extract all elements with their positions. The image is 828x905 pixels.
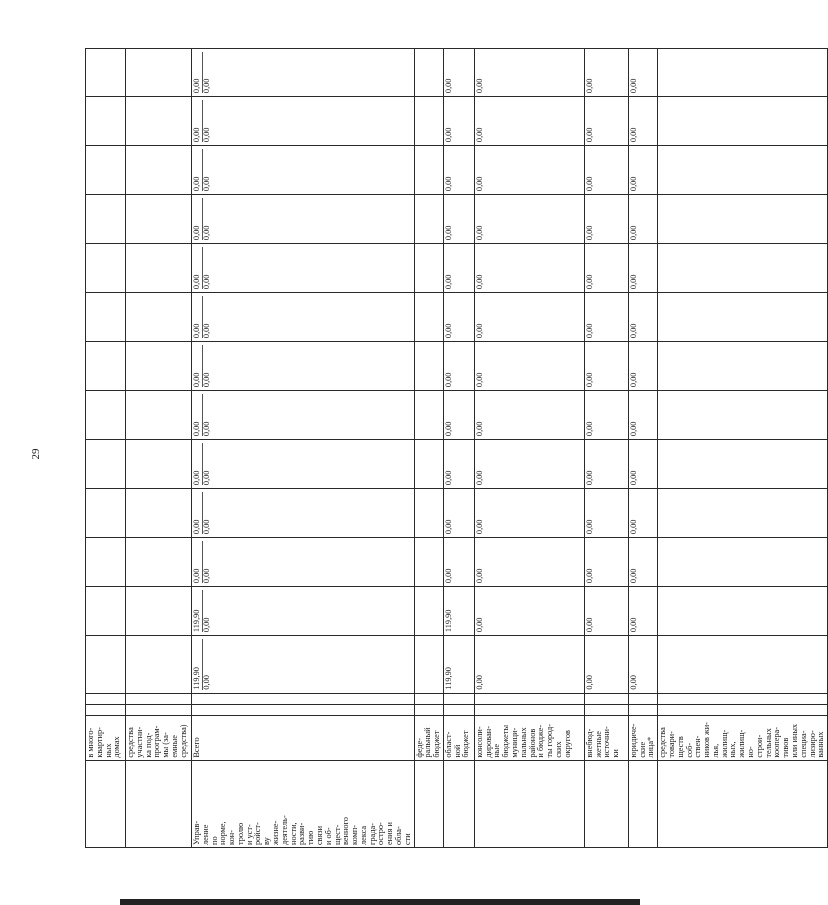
value-text: 0,00 xyxy=(443,568,453,584)
value-text: 0,00 xyxy=(443,176,453,192)
value-text: 0,00 xyxy=(628,519,638,535)
narrow-empty-cell xyxy=(126,693,192,705)
value-text: 0,00 xyxy=(201,617,211,633)
value-cell xyxy=(192,587,415,636)
narrow-empty-cell xyxy=(414,705,443,716)
value-text: 0,00 xyxy=(628,675,638,690)
narrow-empty-cell xyxy=(474,693,584,705)
value-cell xyxy=(126,391,192,440)
value-cell xyxy=(192,146,415,195)
responsible-cell xyxy=(628,760,657,847)
value-text: 0,00 xyxy=(201,372,211,388)
value-cell xyxy=(584,293,628,342)
value-text: 0,00 xyxy=(474,225,484,241)
narrow-empty-cell xyxy=(192,705,415,716)
value-cell xyxy=(474,636,584,694)
value-text: 0,00 xyxy=(201,675,211,690)
value-cell xyxy=(474,244,584,293)
value-cell xyxy=(443,97,474,146)
table-row xyxy=(474,49,584,848)
value-cell xyxy=(192,342,415,391)
value-cell xyxy=(584,391,628,440)
value-cell xyxy=(584,146,628,195)
value-cell xyxy=(658,489,828,538)
value-cell xyxy=(86,440,126,489)
value-cell xyxy=(86,342,126,391)
value-cell xyxy=(443,587,474,636)
value-cell xyxy=(443,489,474,538)
value-text: 0,00 xyxy=(628,176,638,192)
value-cell xyxy=(414,195,443,244)
narrow-empty-cell xyxy=(414,693,443,705)
value-cell xyxy=(86,391,126,440)
value-text: 0,00 xyxy=(628,617,638,633)
responsible-cell xyxy=(584,760,628,847)
narrow-empty-cell xyxy=(86,693,126,705)
value-cell xyxy=(584,489,628,538)
value-cell xyxy=(584,440,628,489)
value-text: 0,00 xyxy=(628,323,638,339)
value-cell xyxy=(126,97,192,146)
responsible-cell xyxy=(126,760,192,847)
value-cell xyxy=(658,97,828,146)
value-cell xyxy=(658,49,828,97)
value-cell xyxy=(584,587,628,636)
value-cell xyxy=(414,97,443,146)
rotated-table-wrapper xyxy=(85,48,826,848)
funding-source-text: феде- ральный бюджет xyxy=(414,727,442,758)
value-cell xyxy=(584,49,628,97)
value-text: 119,90 xyxy=(193,639,203,690)
value-text: 0,00 xyxy=(474,675,484,690)
narrow-empty-cell xyxy=(584,705,628,716)
value-cell xyxy=(192,391,415,440)
table-row xyxy=(86,49,126,848)
value-text: 0,00 xyxy=(201,176,211,192)
value-text: 0,00 xyxy=(193,492,203,534)
value-cell xyxy=(414,293,443,342)
value-cell xyxy=(443,636,474,694)
value-cell xyxy=(86,195,126,244)
value-cell xyxy=(86,97,126,146)
value-cell xyxy=(474,342,584,391)
value-cell xyxy=(628,391,657,440)
value-text: 0,00 xyxy=(584,176,594,192)
value-cell xyxy=(628,636,657,694)
narrow-empty-cell xyxy=(443,705,474,716)
value-text: 0,00 xyxy=(628,78,638,94)
funding-source-cell xyxy=(658,715,828,760)
table-row xyxy=(443,49,474,848)
value-text: 0,00 xyxy=(584,470,594,486)
responsible-cell xyxy=(86,760,126,847)
value-cell xyxy=(126,587,192,636)
responsible-cell xyxy=(192,760,415,847)
value-text: 0,00 xyxy=(201,519,211,535)
value-cell xyxy=(443,391,474,440)
narrow-empty-cell xyxy=(86,705,126,716)
responsible-cell xyxy=(474,760,584,847)
value-cell xyxy=(584,97,628,146)
table-row xyxy=(658,49,828,848)
value-cell xyxy=(474,49,584,97)
value-cell xyxy=(414,636,443,694)
value-cell xyxy=(658,391,828,440)
value-cell xyxy=(584,342,628,391)
value-cell xyxy=(126,538,192,587)
funding-source-cell xyxy=(443,715,474,760)
value-text: 0,00 xyxy=(474,568,484,584)
funding-source-text: област- ной бюджет xyxy=(443,730,471,758)
value-cell xyxy=(658,636,828,694)
value-cell xyxy=(192,244,415,293)
value-text: 0,00 xyxy=(474,372,484,388)
value-cell xyxy=(658,293,828,342)
value-text: 0,00 xyxy=(628,568,638,584)
narrow-empty-cell xyxy=(443,693,474,705)
value-cell xyxy=(628,587,657,636)
narrow-empty-cell xyxy=(658,705,828,716)
value-text: 0,00 xyxy=(628,274,638,290)
value-text: 0,00 xyxy=(474,617,484,633)
funding-source-text: внебюд- жетные источни- ки xyxy=(584,726,621,758)
value-text: 0,00 xyxy=(628,421,638,437)
value-text: 0,00 xyxy=(628,127,638,143)
value-cell xyxy=(628,293,657,342)
value-cell xyxy=(474,440,584,489)
table-row xyxy=(414,49,443,848)
narrow-empty-cell xyxy=(192,693,415,705)
value-cell xyxy=(414,342,443,391)
value-cell xyxy=(628,49,657,97)
value-text: 0,00 xyxy=(474,176,484,192)
value-cell xyxy=(474,538,584,587)
responsible-cell xyxy=(658,760,828,847)
value-cell xyxy=(443,49,474,97)
value-cell xyxy=(86,49,126,97)
responsible-cell xyxy=(443,760,474,847)
narrow-empty-cell xyxy=(628,705,657,716)
responsible-cell xyxy=(414,760,443,847)
value-text: 0,00 xyxy=(584,421,594,437)
value-text: 0,00 xyxy=(443,78,453,94)
value-cell xyxy=(86,636,126,694)
value-cell xyxy=(584,636,628,694)
value-cell xyxy=(126,440,192,489)
funding-source-text: юридиче- ские лица* xyxy=(628,723,656,758)
value-cell xyxy=(414,244,443,293)
value-cell xyxy=(414,146,443,195)
value-cell xyxy=(414,489,443,538)
value-text: 0,00 xyxy=(443,225,453,241)
value-cell xyxy=(628,244,657,293)
value-text: 0,00 xyxy=(193,100,203,142)
funding-source-cell xyxy=(86,715,126,760)
value-text: 0,00 xyxy=(193,443,203,485)
value-cell xyxy=(126,195,192,244)
value-cell xyxy=(443,538,474,587)
value-cell xyxy=(192,49,415,97)
value-text: 0,00 xyxy=(193,541,203,583)
value-text: 0,00 xyxy=(193,198,203,240)
value-text: 0,00 xyxy=(474,274,484,290)
value-text: 0,00 xyxy=(443,127,453,143)
value-cell xyxy=(192,440,415,489)
value-cell xyxy=(126,342,192,391)
narrow-empty-cell xyxy=(126,705,192,716)
table-row xyxy=(628,49,657,848)
value-text: 0,00 xyxy=(193,345,203,387)
narrow-empty-cell xyxy=(658,693,828,705)
funding-source-cell xyxy=(474,715,584,760)
value-text: 119,90 xyxy=(443,609,453,633)
value-text: 0,00 xyxy=(584,78,594,94)
funding-source-cell xyxy=(192,715,415,760)
value-cell xyxy=(192,538,415,587)
value-text: 0,00 xyxy=(193,149,203,191)
value-cell xyxy=(658,587,828,636)
value-cell xyxy=(628,146,657,195)
value-text: 0,00 xyxy=(474,470,484,486)
funding-source-text: консоли- дирован- ные бюджеты муници- пальных районов и бюдже- ты город- ских округов xyxy=(474,723,572,758)
value-cell xyxy=(658,538,828,587)
value-text: 0,00 xyxy=(193,394,203,436)
value-text: 0,00 xyxy=(443,372,453,388)
value-cell xyxy=(126,244,192,293)
value-cell xyxy=(658,146,828,195)
value-text: 0,00 xyxy=(628,225,638,241)
value-text: 0,00 xyxy=(443,421,453,437)
value-cell xyxy=(628,538,657,587)
value-cell xyxy=(414,391,443,440)
value-cell xyxy=(86,489,126,538)
narrow-empty-cell xyxy=(474,705,584,716)
value-cell xyxy=(126,636,192,694)
value-text: 0,00 xyxy=(201,470,211,486)
value-text: 0,00 xyxy=(201,323,211,339)
value-text: 119,90 xyxy=(193,590,203,632)
table-row xyxy=(584,49,628,848)
value-cell xyxy=(628,440,657,489)
value-text: 0,00 xyxy=(201,127,211,143)
value-cell xyxy=(86,587,126,636)
budget-table xyxy=(85,48,828,848)
value-cell xyxy=(474,97,584,146)
value-text: 0,00 xyxy=(584,225,594,241)
value-cell xyxy=(658,342,828,391)
funding-source-text: средства участни- ка под- програм- мы (за- емные средства) xyxy=(126,724,188,758)
value-cell xyxy=(474,293,584,342)
value-cell xyxy=(658,244,828,293)
value-text: 119,90 xyxy=(443,667,453,690)
value-cell xyxy=(443,342,474,391)
value-text: 0,00 xyxy=(201,78,211,94)
value-text: 0,00 xyxy=(443,323,453,339)
value-text: 0,00 xyxy=(584,519,594,535)
value-cell xyxy=(86,244,126,293)
page-number: 29 xyxy=(30,448,42,460)
value-text: 0,00 xyxy=(201,568,211,584)
value-text: 0,00 xyxy=(628,372,638,388)
value-text: 0,00 xyxy=(443,274,453,290)
value-text: 0,00 xyxy=(201,225,211,241)
value-text: 0,00 xyxy=(193,296,203,338)
funding-source-text: Всего xyxy=(192,737,201,758)
value-cell xyxy=(628,97,657,146)
funding-source-cell xyxy=(414,715,443,760)
value-cell xyxy=(192,636,415,694)
narrow-empty-cell xyxy=(628,693,657,705)
value-cell xyxy=(126,146,192,195)
value-cell xyxy=(628,342,657,391)
value-text: 0,00 xyxy=(584,274,594,290)
value-text: 0,00 xyxy=(201,421,211,437)
value-text: 0,00 xyxy=(193,247,203,289)
value-text: 0,00 xyxy=(584,127,594,143)
table-row xyxy=(126,49,192,848)
table-row xyxy=(192,49,415,848)
value-cell xyxy=(126,293,192,342)
value-cell xyxy=(443,195,474,244)
value-cell xyxy=(192,97,415,146)
funding-source-text: средства товари- ществ соб- ствен- ников жи- лья, жилищ- ных, жилищ- но- строи- тельных коопера- тивов или иных специа- лизиро- ванных xyxy=(658,722,826,758)
value-cell xyxy=(192,489,415,538)
value-text: 0,00 xyxy=(584,675,594,690)
value-cell xyxy=(126,49,192,97)
value-cell xyxy=(474,489,584,538)
value-text: 0,00 xyxy=(584,372,594,388)
value-cell xyxy=(584,538,628,587)
responsible-text: Управ- ление по норме, кон- тролю и уст- ройст- ву жизне- деятель- ности, разви- тию связи и об- щест- венного комп- лекса града- остро- ения и обла- сти xyxy=(192,815,412,845)
value-cell xyxy=(474,587,584,636)
funding-source-cell xyxy=(126,715,192,760)
value-text: 0,00 xyxy=(474,323,484,339)
value-cell xyxy=(658,440,828,489)
value-cell xyxy=(474,146,584,195)
value-text: 0,00 xyxy=(443,519,453,535)
value-text: 0,00 xyxy=(474,127,484,143)
value-text: 0,00 xyxy=(584,323,594,339)
scan-edge-shadow xyxy=(120,899,640,905)
value-cell xyxy=(474,195,584,244)
value-cell xyxy=(86,293,126,342)
value-text: 0,00 xyxy=(584,568,594,584)
narrow-empty-cell xyxy=(584,693,628,705)
value-cell xyxy=(474,391,584,440)
value-cell xyxy=(86,146,126,195)
value-cell xyxy=(658,195,828,244)
value-cell xyxy=(443,293,474,342)
value-text: 0,00 xyxy=(201,274,211,290)
value-cell xyxy=(584,195,628,244)
value-cell xyxy=(414,587,443,636)
value-cell xyxy=(192,195,415,244)
value-cell xyxy=(414,440,443,489)
funding-source-text: в много- квартир- ных домах xyxy=(86,727,122,758)
value-text: 0,00 xyxy=(193,52,203,93)
funding-source-cell xyxy=(628,715,657,760)
value-cell xyxy=(414,538,443,587)
value-cell xyxy=(443,440,474,489)
value-cell xyxy=(192,293,415,342)
value-cell xyxy=(443,146,474,195)
value-cell xyxy=(628,489,657,538)
value-text: 0,00 xyxy=(443,470,453,486)
value-cell xyxy=(126,489,192,538)
value-cell xyxy=(584,244,628,293)
funding-source-cell xyxy=(584,715,628,760)
value-cell xyxy=(414,49,443,97)
value-text: 0,00 xyxy=(584,617,594,633)
value-text: 0,00 xyxy=(474,519,484,535)
value-text: 0,00 xyxy=(474,421,484,437)
value-cell xyxy=(443,244,474,293)
value-cell xyxy=(86,538,126,587)
value-text: 0,00 xyxy=(474,78,484,94)
value-cell xyxy=(628,195,657,244)
value-text: 0,00 xyxy=(628,470,638,486)
